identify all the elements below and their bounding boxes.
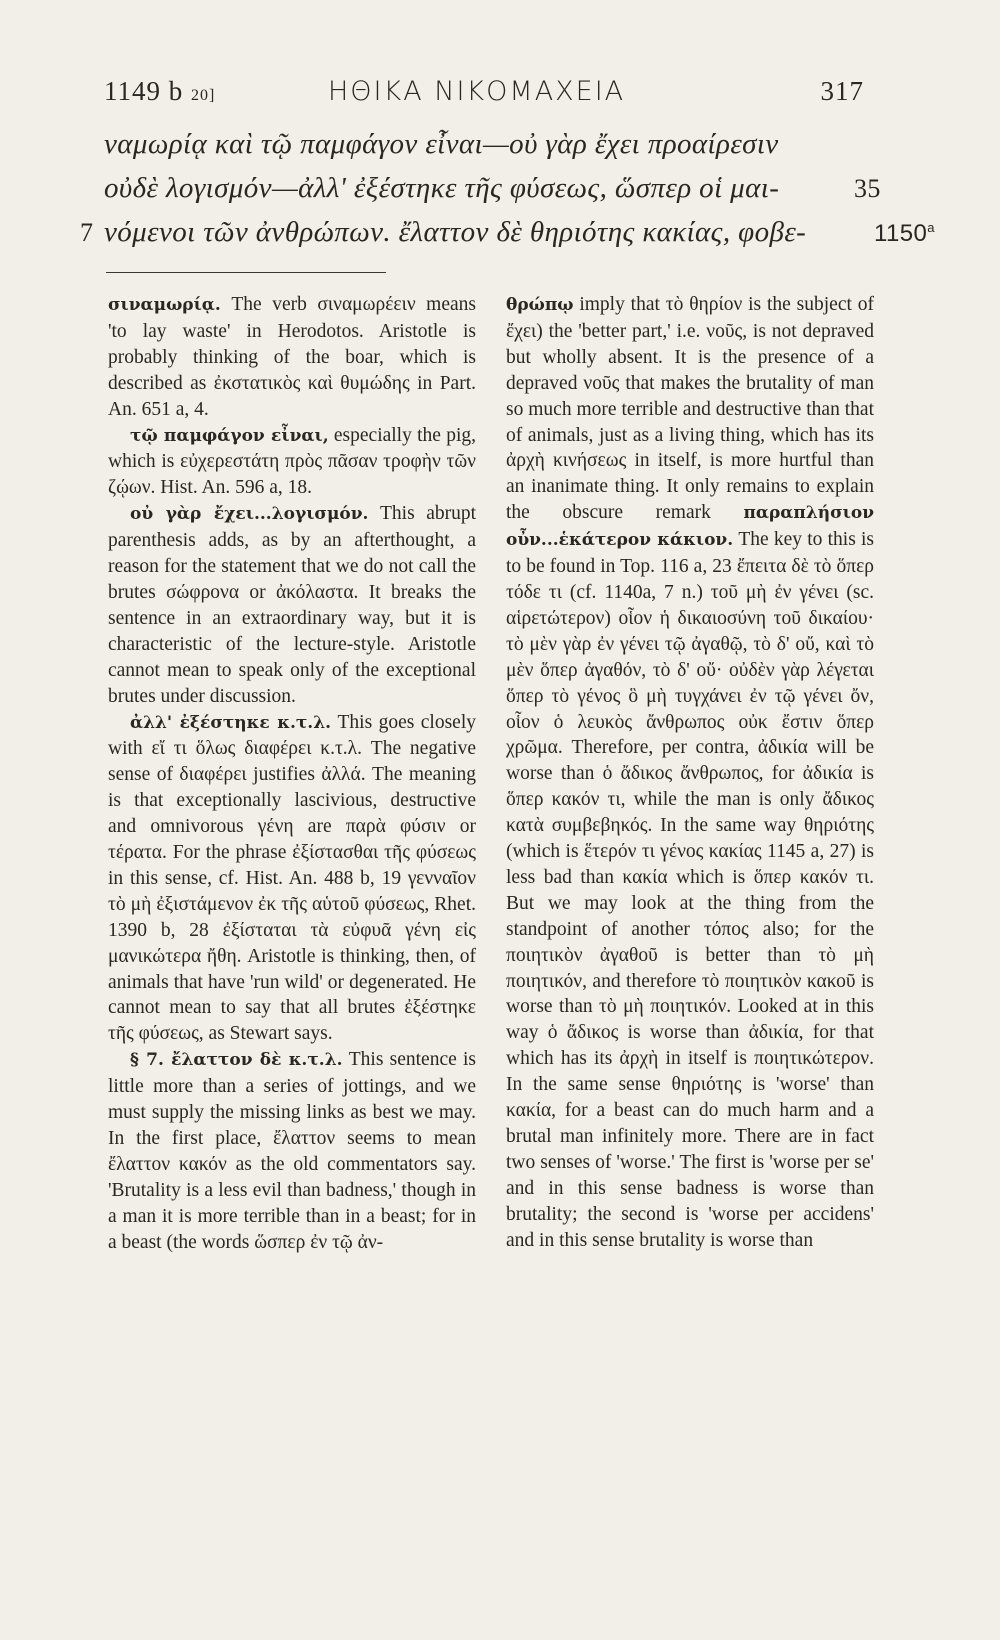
bekker-1150-column: a [927,220,935,235]
note-text: This sentence is little more than a series of jottings, and we must supply the missing links as best we may. In the first place, ἔλαττον seems to mean ἔλαττον κακόν as the old commentators say. 'Brutality is a less evil than badness,' though in a man it is more terrible than in a beast; for in a beast (the words ὥσπερ ἐν τῷ ἀν- [108,1049,476,1253]
commentary-note [108,501,476,709]
note-text: This abrupt parenthesis adds, as by an afterthought, a reason for the statement that we do not call the brutes σώφρονα or ἀκόλαστα. It breaks the sentence in an extraordinary way, but it is characteristic of the lecture-style. Aristotle cannot mean to speak only of the exceptional brutes under discussion. [108,503,477,707]
bekker-line: 20] [191,87,216,104]
section-number-7: 7 [80,218,94,247]
main-text-line-3: νόμενοι τῶν ἀνθρώπων. ἔλαττον δὲ θηριότης κακίας, φοβε- [104,216,807,248]
bekker-1150-number: 1150 [874,220,928,247]
main-text-line [0,128,1000,172]
line-number-35: 35 [854,174,881,203]
lemma: θρώπῳ [506,295,574,315]
lemma: σιναμωρίᾳ. [108,295,221,315]
page-number: 317 [820,76,864,106]
note-text: The verb σιναμωρέειν means 'to lay waste' in Herodotos. Aristotle is probably thinking of the boar, which is described as ἐκστατικὸς καὶ θυμώδης in Part. An. 651 a, 4. [108,294,476,420]
page-title: ΗΘΙΚΑ ΝΙΚΟΜΑΧΕΙΑ [328,76,626,107]
commentary-right-column [506,292,874,1254]
lemma: § 7. ἔλαττον δὲ κ.τ.λ. [130,1050,343,1071]
bekker-1150a [874,220,935,248]
bekker-reference [104,76,215,107]
bekker-column: b [168,76,184,106]
running-head [104,72,864,116]
lemma: τῷ παμφάγον εἶναι, [130,425,329,446]
main-text-line [0,172,1000,216]
note-text: The key to this is to be found in Top. 116 a, 23 ἔπειτα δὲ τὸ ὅπερ τόδε τι (cf. 1140a, 7 n.) τοῦ μὴ ἐν γένει (sc. αἱρετώτερον) οἷον ἡ δικαιοσύνη τοῦ δικαίου· τὸ μὲν γὰρ ἐν γένει τῷ ἀγαθῷ, τὸ δ' οὔ, καὶ τὸ μὲν ὅπερ ἀγαθόν, τὸ δ' οὔ· οὐδὲν γὰρ λέγεται ὅπερ τὸ γένος ὃ μὴ τυγχάνει ἐν τῷ γένει ὄν, οἷον ὁ λευκὸς ἄνθρωπος οὐκ ἔστιν ὅπερ χρῶμα. Therefore, per contra, ἀδικία will be worse than ὁ ἄδικος ἄνθρωπος, for ἀδικία is ὅπερ κακόν τι, while the man is only ἄδικος κατὰ συμβεβηκός. In the same way θηριότης (which is ἕτερόν τι γένος κακίας 1145 a, 27) is less bad than κακία which is ὅπερ κακόν τι. But we may look at the thing from the standpoint of another τόπος also; for the ποιητικὸν ἀγαθοῦ is better than τὸ μὴ ποιητικόν, and therefore τὸ ποιητικὸν κακοῦ is worse than τὸ μὴ ποιητικόν. Looked at in this way ὁ ἄδικος is worse than ἀδικία, for that which has its ἀρχὴ in itself is ποιητικώτερον. In the same sense θηριότης is 'worse' than κακία, for a beast can do much harm and a brutal man infinitely more. There are in fact two senses of 'worse.' The first is 'worse per se' and in this sense badness is worse than brutality; the second is 'worse per accidens' and in this sense brutality is worse than [506,529,874,1251]
main-text-line-1: ναμωρίᾳ καὶ τῷ παμφάγον εἶναι—οὐ γὰρ ἔχει προαίρεσιν [104,128,779,160]
lemma: παραπλήσιον οὖν...ἑκάτερον κάκιον. [506,503,874,551]
main-text-line [0,216,1000,260]
note-text: imply that τὸ θηρίον is the subject of ἔχει) the 'better part,' i.e. νοῦς, is not depraved but wholly absent. It is the presence of a depraved νοῦς that makes the brutality of man so much more terrible and destructive than that of animals, just as a living thing, which has its ἀρχὴ κινήσεως in itself, is more hurtful than an inanimate thing. It only remains to explain the obscure remark [506,294,874,524]
commentary-left-column [108,292,476,1256]
commentary-note [108,292,476,423]
footnote-divider [106,272,386,273]
commentary-note [506,292,874,1254]
main-text-line-2: οὐδὲ λογισμόν—ἀλλ' ἐξέστηκε τῆς φύσεως, ὥσπερ οἱ μαι- [104,172,780,204]
commentary-note [108,1047,476,1255]
greek-main-text [0,128,1000,260]
lemma: ἀλλ' ἐξέστηκε κ.τ.λ. [130,712,332,733]
commentary-note [108,423,476,502]
lemma: οὐ γὰρ ἔχει...λογισμόν. [130,504,369,525]
bekker-page: 1149 [104,76,161,106]
note-text: This goes closely with εἴ τι ὅλως διαφέρει κ.τ.λ. The negative sense of διαφέρει justifies ἀλλά. The meaning is that exceptionally lascivious, destructive and omnivorous γένη are παρὰ φύσιν or τέρατα. For the phrase ἐξίστασθαι τῆς φύσεως in this sense, cf. Hist. An. 488 b, 19 γενναῖον τὸ μὴ ἐξιστάμενον ἐκ τῆς αὑτοῦ φύσεως, Rhet. 1390 b, 28 ἐξίσταται τὰ εὐφυᾶ γένη εἰς μανικώτερα ἤθη. Aristotle is thinking, then, of animals that have 'run wild' or degenerated. He cannot mean to say that all brutes ἐξέστηκε τῆς φύσεως, as Stewart says. [108,711,476,1045]
note-text: especially the pig, which is εὐχερεστάτη πρὸς πᾶσαν τροφὴν τῶν ζῴων. Hist. An. 596 a, 18. [108,424,476,499]
commentary-note [108,710,476,1048]
